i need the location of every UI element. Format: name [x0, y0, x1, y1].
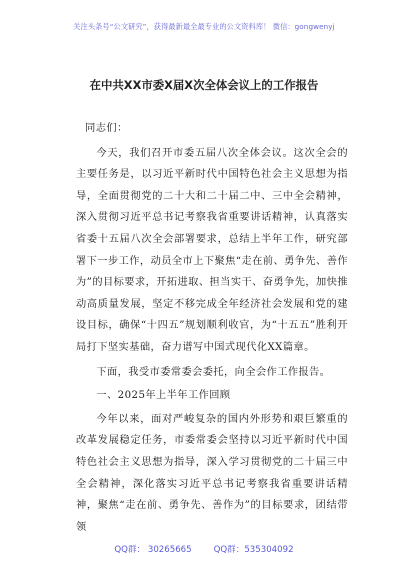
document-body [76, 118, 348, 538]
greeting: 同志们： [85, 123, 128, 134]
footer-contact [0, 543, 408, 555]
document-title: 在中共XX市委X届X次全体会议上的工作报告 [89, 78, 319, 92]
promo-banner: 关注头条号“公文研究”，获得最新最全最专业的公文资料库！ 微信：gongwenyj [73, 22, 335, 31]
qq-group-2: QQ群：535304092 [213, 545, 294, 555]
paragraph-opening: 今天，我们召开市委五届八次全体会议。这次全会的主要任务是，以习近平新时代中国特色社会主义思想为指导，全面贯彻党的二十大和二十届二中、三中全会精神，深入贯彻习近平总书记考察我省重要讲话精神，认真落实省委十五届八次全会部署要求，总结上半年工作，研究部署下一步工作，动员全市上下聚焦“走在前、勇争先、善作为”的目标要求，开拓进取、担当实干、奋勇争先，加快推动高质量发展，坚定不移完成全年经济社会发展和党的建设目标，确保“十四五”规划顺利收官，为“十五五”胜利开局打下坚实基础，奋力谱写中国式现代化XX篇章。 [76, 147, 348, 353]
section-heading: 一、2025年上半年工作回顾 [96, 390, 231, 402]
paragraph-review: 今年以来，面对严峻复杂的国内外形势和艰巨繁重的改革发展稳定任务，市委常委会坚持以习近平新时代中国特色社会主义思想为指导，深入学习贯彻党的二十届三中全会精神，深化落实习近平总书记考察我省重要讲话精神，聚焦“走在前、勇争先、善作为”的目标要求，团结带领 [76, 413, 348, 533]
qq-group-1: QQ群： 30265665 [114, 545, 192, 555]
paragraph-commission: 下面，我受市委常委会委托，向全会作工作报告。 [96, 366, 331, 378]
